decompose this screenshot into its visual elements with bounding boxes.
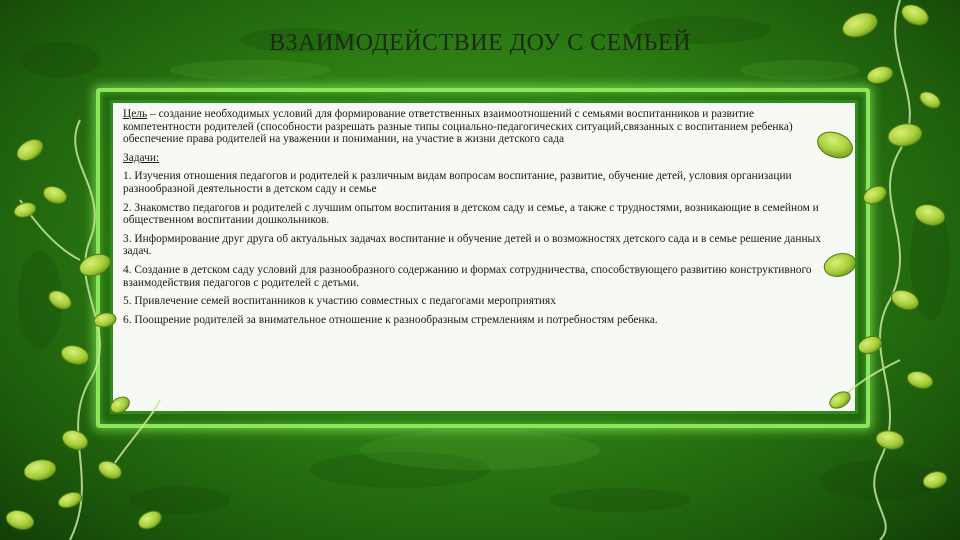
goal-label: Цель <box>123 108 148 120</box>
task-item: 3. Информирование друг друга об актуальных задачах воспитание и обучение детей и о возможностях детского сада и в семье решение данных задач. <box>123 232 821 258</box>
task-item: 2. Знакомство педагогов и родителей с лучшим опытом воспитания в детском саду и семье, а также с трудностями, возникающие в семейном и общественном воспитании дошкольников. <box>123 201 819 227</box>
task-item: 1. Изучения отношения педагогов и родителей к различным видам вопросам воспитание, развитие, обучение детей, условия организации разнообразной деятельности в детском саду и семье <box>123 170 792 195</box>
leaf-icon <box>814 1 949 491</box>
task-item: 6. Поощрение родителей за внимательное отношение к разнообразным стремлениям и потребностям ребенка. <box>123 313 658 326</box>
slide-title: ВЗАИМОДЕЙСТВИЕ ДОУ С СЕМЬЕЙ <box>269 30 691 56</box>
goal-text: – создание необходимых условий для формирование ответственных взаимоотношений с семьями воспитанников и развитие компетентности родителей (способности разрешать разные типы социально-педагогических ситуаций,связанных с воспитанием ребенка) обеспечение права родителей на уважении и понимании, на участие в жизни детского сада <box>123 108 793 146</box>
task-item: 4. Создание в детском саду условий для разнообразного содержанию и формах сотрудничества, способствующего развитию конструктивного взаимодействия педагогов с родителей с детьми. <box>123 263 812 289</box>
tasks-heading: Задачи: <box>123 151 160 164</box>
leaf-icon <box>4 135 164 532</box>
task-item: 5. Привлечение семей воспитанников к участию совместных с педагогами мероприятиях <box>123 295 556 308</box>
